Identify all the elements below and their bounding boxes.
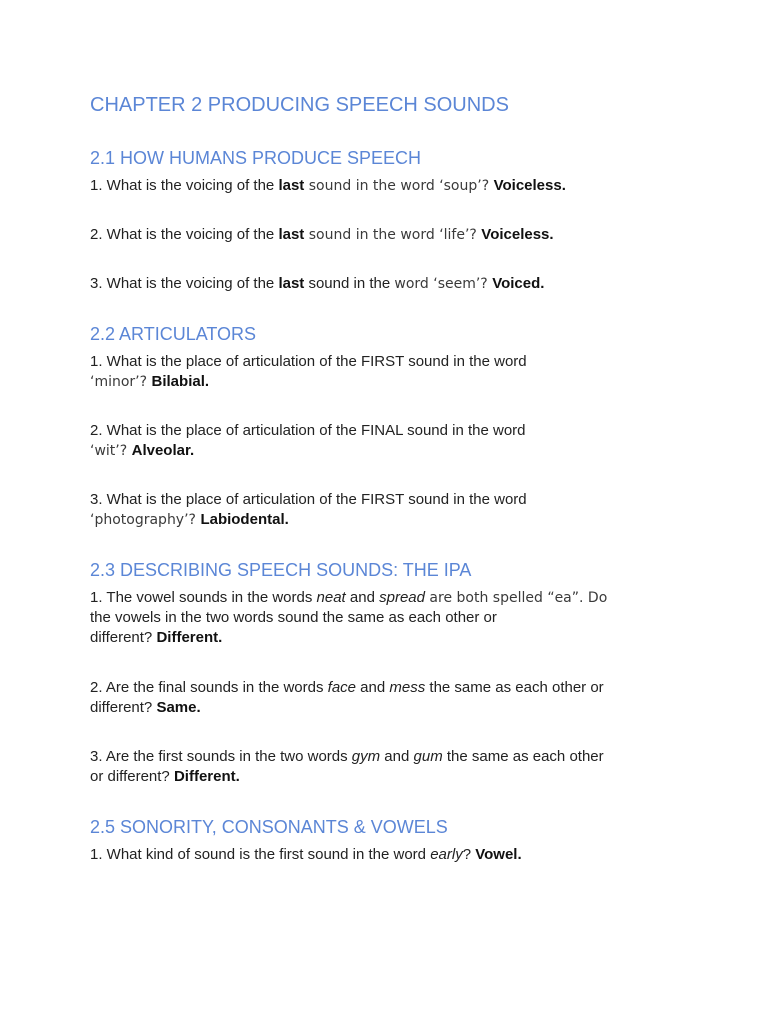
question-text: sound in the word ‘life’? bbox=[304, 227, 482, 243]
answer: Labiodental. bbox=[200, 511, 289, 528]
section-heading-2-1: 2.1 HOW HUMANS PRODUCE SPEECH bbox=[90, 148, 422, 168]
answer: Bilabial. bbox=[151, 373, 210, 390]
question-text: sound in the bbox=[304, 275, 395, 292]
question-2-2-2 bbox=[90, 421, 526, 461]
question-text: or different? bbox=[90, 768, 174, 785]
question-text: ? bbox=[462, 846, 476, 863]
question-text: are both spelled “ea”. Do bbox=[424, 590, 608, 606]
question-2-1-2 bbox=[90, 225, 554, 245]
answer: Different. bbox=[156, 629, 223, 646]
question-text: 2. What is the voicing of the bbox=[90, 226, 279, 243]
question-text: 1. What is the voicing of the bbox=[90, 177, 279, 194]
question-text: ‘minor’? bbox=[90, 374, 152, 390]
question-2-3-1 bbox=[90, 588, 607, 648]
question-text: ‘wit’? bbox=[90, 443, 132, 459]
question-text: 3. What is the place of articulation of the FIRST sound in the word bbox=[90, 491, 527, 508]
question-text: 3. What is the voicing of the bbox=[90, 275, 279, 292]
question-text: 3. Are the first sounds in the two words bbox=[90, 748, 352, 765]
emphasis: last bbox=[278, 275, 305, 292]
example-word: neat bbox=[316, 589, 346, 606]
question-text: 1. What is the place of articulation of the FIRST sound in the word bbox=[90, 353, 527, 370]
answer: Voiced. bbox=[492, 275, 545, 292]
section-heading-2-2: 2.2 ARTICULATORS bbox=[90, 324, 257, 344]
question-text: the same as each other bbox=[442, 748, 604, 765]
answer: Different. bbox=[173, 768, 240, 785]
answer: Alveolar. bbox=[131, 442, 195, 459]
question-text: and bbox=[380, 748, 414, 765]
question-text: the vowels in the two words sound the same as each other or bbox=[90, 609, 497, 626]
example-word: spread bbox=[379, 589, 425, 606]
example-word: gum bbox=[413, 748, 443, 765]
question-text: 1. The vowel sounds in the words bbox=[90, 589, 317, 606]
example-word: face bbox=[327, 679, 357, 696]
example-word: mess bbox=[389, 679, 426, 696]
question-text: and bbox=[345, 589, 380, 606]
question-text: ‘photography’? bbox=[90, 512, 201, 528]
question-text: 2. What is the place of articulation of the FINAL sound in the word bbox=[90, 422, 526, 439]
emphasis: last bbox=[278, 177, 305, 194]
question-2-1-3 bbox=[90, 274, 544, 294]
question-text: the same as each other or bbox=[425, 679, 604, 696]
question-2-5-1 bbox=[90, 845, 522, 865]
question-2-2-3 bbox=[90, 490, 527, 530]
question-text: word ‘seem’? bbox=[394, 276, 493, 292]
chapter-title: CHAPTER 2 PRODUCING SPEECH SOUNDS bbox=[90, 94, 509, 116]
question-2-1-1 bbox=[90, 176, 566, 196]
answer: Vowel. bbox=[475, 846, 522, 863]
section-heading-2-3: 2.3 DESCRIBING SPEECH SOUNDS: THE IPA bbox=[90, 560, 472, 580]
section-heading-2-5: 2.5 SONORITY, CONSONANTS & VOWELS bbox=[90, 817, 448, 837]
emphasis: last bbox=[278, 226, 305, 243]
question-text: different? bbox=[90, 629, 157, 646]
answer: Voiceless. bbox=[481, 226, 554, 243]
question-text: 2. Are the final sounds in the words bbox=[90, 679, 328, 696]
example-word: early bbox=[430, 846, 463, 863]
question-text: and bbox=[356, 679, 390, 696]
question-2-3-2 bbox=[90, 678, 604, 718]
question-2-3-3 bbox=[90, 747, 604, 787]
question-text: different? bbox=[90, 699, 157, 716]
question-2-2-1 bbox=[90, 352, 527, 392]
example-word: gym bbox=[351, 748, 381, 765]
question-text: 1. What kind of sound is the first sound in the word bbox=[90, 846, 431, 863]
answer: Same. bbox=[156, 699, 201, 716]
answer: Voiceless. bbox=[493, 177, 566, 194]
question-text: sound in the word ‘soup’? bbox=[304, 178, 494, 194]
